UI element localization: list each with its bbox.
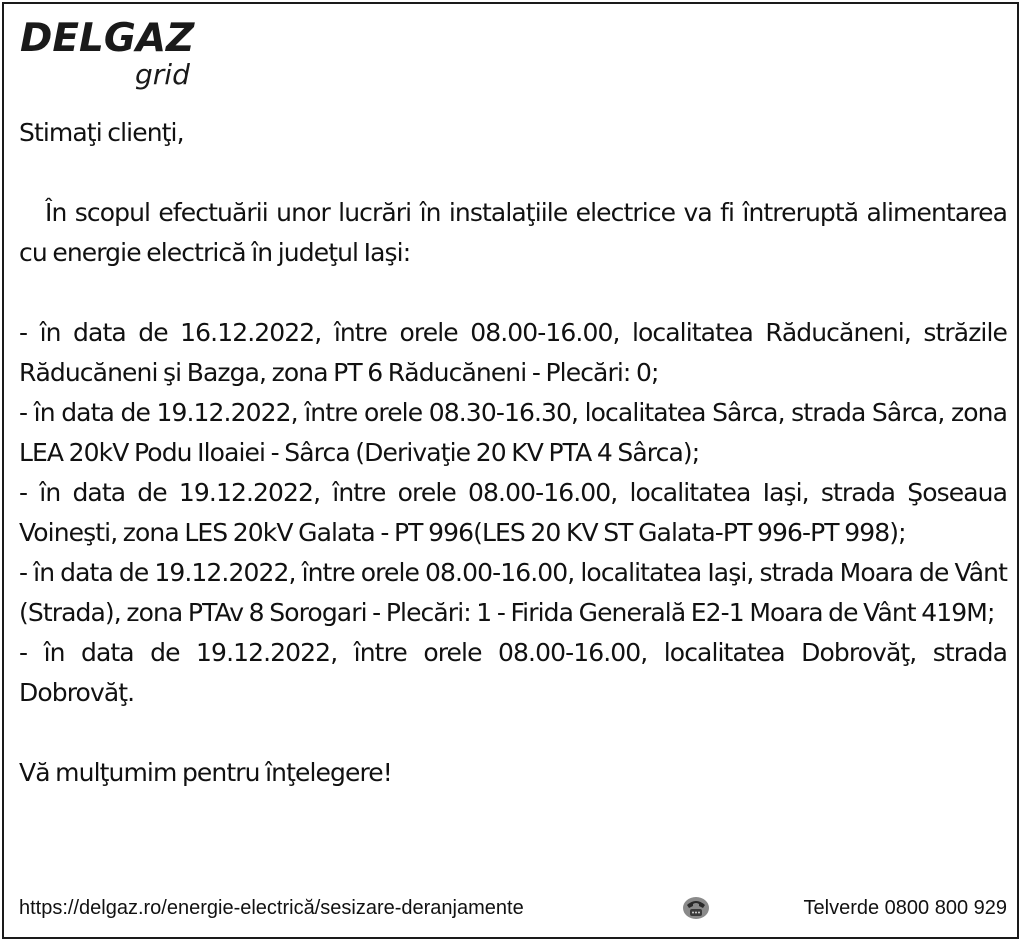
- outage-item-5: - în data de 19.12.2022, între orele 08.00-16.00, localitatea Dobrovăţ, strada Dobrovăţ.: [19, 638, 1007, 707]
- intro-paragraph: În scopul efectuării unor lucrări în instalaţiile electrice va fi întreruptă alimentarea cu energie electrică în judeţul Iaşi:: [19, 198, 1007, 267]
- logo-wordmark: DELGAZ: [20, 16, 195, 61]
- delgaz-logo: [20, 16, 220, 96]
- outage-item-3: - în data de 19.12.2022, între orele 08.00-16.00, localitatea Iaşi, strada Şoseaua Voineşti, zona LES 20kV Galata - PT 996(LES 20 KV ST Galata-PT 996-PT 998);: [19, 478, 1007, 547]
- phone-number[interactable]: Telverde 0800 800 929: [803, 897, 1007, 919]
- telephone-icon: [682, 893, 710, 921]
- outage-item-4: - în data de 19.12.2022, între orele 08.00-16.00, localitatea Iaşi, strada Moara de Vânt (Strada), zona PTAv 8 Sorogari - Plecări: 1 - Firida Generală E2-1 Moara de Vânt 419M;: [19, 558, 1007, 627]
- greeting: Stimaţi clienţi,: [19, 118, 184, 147]
- outage-item-1: - în data de 16.12.2022, între orele 08.00-16.00, localitatea Răducăneni, străzile Răducăneni şi Bazga, zona PT 6 Răducăneni - Plecări: 0;: [19, 318, 1007, 387]
- logo-subtitle: grid: [135, 58, 190, 91]
- notice-body: [19, 113, 1007, 793]
- footer-url-link[interactable]: https://delgaz.ro/energie-electrică/sesizare-deranjamente: [19, 897, 524, 919]
- thanks-message: Vă mulţumim pentru înţelegere!: [19, 758, 392, 787]
- footer: [19, 893, 1007, 923]
- outage-item-2: - în data de 19.12.2022, între orele 08.30-16.30, localitatea Sârca, strada Sârca, zona LEA 20kV Podu Iloaiei - Sârca (Derivaţie 20 KV PTA 4 Sârca);: [19, 398, 1007, 467]
